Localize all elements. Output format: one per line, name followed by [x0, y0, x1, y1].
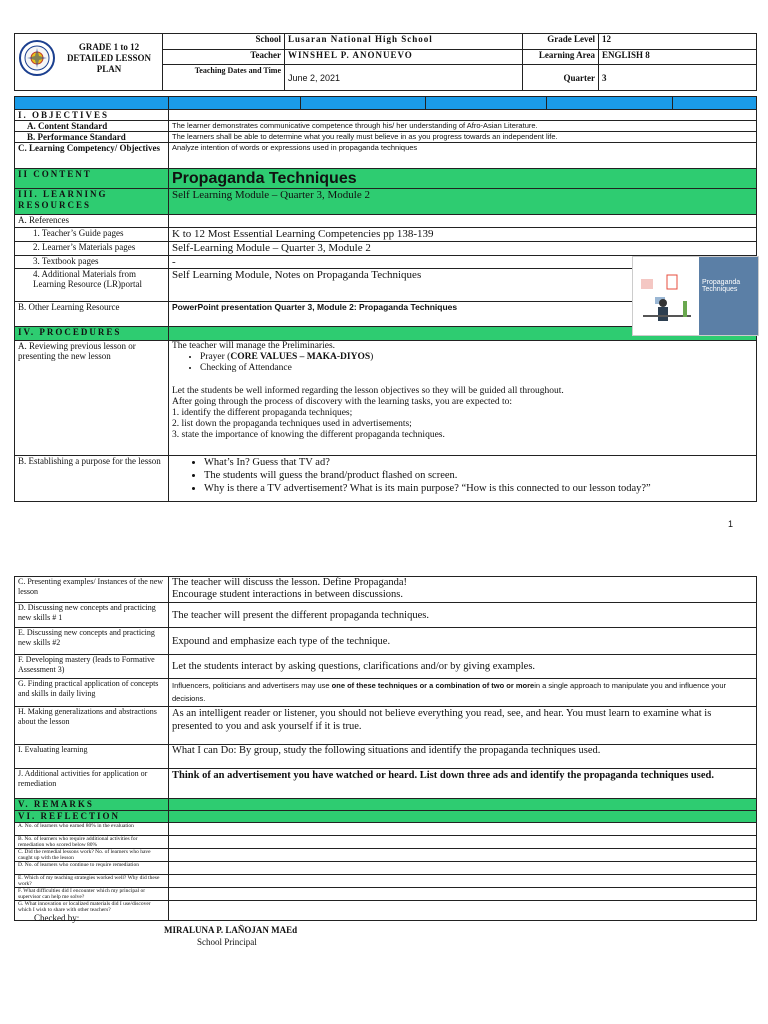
procJ-label: J. Additional activities for application or remediation [15, 769, 169, 799]
reflection-F: F. What difficulties did I encounter which my principal or supervisor can help me solve? [15, 888, 169, 901]
reflection-B: B. No. of learners who require additional activities for remediation who scored below 80% [15, 836, 169, 849]
procF-label: F. Developing mastery (leads to Formative Assessment 3) [15, 655, 169, 679]
ref1-label: 1. Teacher’s Guide pages [15, 228, 169, 242]
procA-bullet-prayer: • Prayer (CORE VALUES – MAKA-DIYOS) [200, 352, 753, 363]
teacher-label: Teacher [163, 50, 285, 65]
resources-heading: III. LEARNING RESOURCES [15, 189, 169, 215]
header-logo-cell [15, 34, 163, 91]
grade-level-label: Grade Level [523, 34, 599, 50]
other-resource-label: B. Other Learning Resource [15, 302, 169, 327]
procH-label: H. Making generalizations and abstractions about the lesson [15, 707, 169, 745]
reflection-C: C. Did the remedial lessons work? No. of learners who have caught up with the lesson [15, 849, 169, 862]
blue-band-left [15, 97, 169, 110]
content-heading: II CONTENT [15, 169, 169, 189]
dates-label: Teaching Dates and Time [163, 65, 285, 91]
procD-label: D. Discussing new concepts and practicing new skills # 1 [15, 603, 169, 628]
thumbnail-title: Propaganda Techniques [699, 257, 758, 335]
procD-text: The teacher will present the different propaganda techniques. [169, 603, 757, 628]
school-label: School [163, 34, 285, 50]
ref2-text: Self-Learning Module – Quarter 3, Module 2 [169, 242, 757, 256]
procB-cell [169, 456, 757, 502]
procA-p3: 1. identify the different propaganda techniques; [172, 408, 353, 418]
school-value: Lusaran National High School [285, 34, 523, 50]
procB-item-1: • The students will guess the brand/product flashed on screen. [204, 469, 753, 482]
procE-text: Expound and emphasize each type of the technique. [169, 628, 757, 655]
learning-area-label: Learning Area [523, 50, 599, 65]
references-label: A. References [15, 215, 169, 228]
grade-level-value: 12 [599, 34, 757, 50]
quarter-label: Quarter [523, 65, 599, 91]
page2-table [14, 576, 757, 921]
procH-text: As an intelligent reader or listener, you should not believe everything you read, see, and hear. You must learn to examine what is presented to you and ask yourself if it is true. [169, 707, 757, 745]
objectives-heading: I. OBJECTIVES [15, 110, 169, 121]
procI-text: What I can Do: By group, study the following situations and identify the propaganda techniques used. [169, 745, 757, 769]
competency-label: C. Learning Competency/ Objectives [15, 143, 169, 169]
principal-name: MIRALUNA P. LAÑOJAN MAEd [164, 925, 298, 935]
blue-band-right [169, 97, 757, 110]
ppt-thumbnail [632, 256, 759, 336]
procC-text: The teacher will discuss the lesson. Define Propaganda! Encourage student interactions in between discussions. [169, 577, 757, 603]
principal-title: School Principal [197, 937, 257, 947]
person-at-desk-icon [633, 257, 699, 335]
procA-intro: The teacher will manage the Preliminaries. [172, 341, 336, 351]
ref2-label: 2. Learner’s Materials pages [15, 242, 169, 256]
procA-p2: After going through the process of discovery with the learning tasks, you are expected to: [172, 397, 513, 407]
procA-p5: 3. state the importance of knowing the different propaganda techniques. [172, 430, 445, 440]
content-standard-text: The learner demonstrates communicative competence through his/ her understanding of Afro-Asian Literature. [169, 121, 757, 132]
learning-area-value: ENGLISH 8 [599, 50, 757, 65]
ref4-label: 4. Additional Materials from Learning Resource (LR)portal [15, 269, 169, 302]
procA-cell [169, 341, 757, 456]
ref4-text: Self Learning Module, Notes on Propaganda Techniques [169, 269, 757, 302]
performance-standard-label: B. Performance Standard [15, 132, 169, 143]
procE-label: E. Discussing new concepts and practicing new skills #2 [15, 628, 169, 655]
procC-label: C. Presenting examples/ Instances of the new lesson [15, 577, 169, 603]
ref1-text: K to 12 Most Essential Learning Competencies pp 138-139 [169, 228, 757, 242]
procF-text: Let the students interact by asking questions, clarifications and/or by giving examples. [169, 655, 757, 679]
competency-text: Analyze intention of words or expressions used in propaganda techniques [169, 143, 757, 169]
reflection-A: A. No. of learners who earned 80% in the evaluation [15, 823, 169, 836]
procG-text: Influencers, politicians and advertisers may use one of these techniques or a combination of two or morein a single approach to manipulate you and influence your decisions. [169, 679, 757, 707]
reflection-D: D. No. of learners who continue to require remediation [15, 862, 169, 875]
procB-label: B. Establishing a purpose for the lesson [15, 456, 169, 502]
procA-p4: 2. list down the propaganda techniques used in advertisements; [172, 419, 412, 429]
reflection-E: E. Which of my teaching strategies worked well? Why did these work? [15, 875, 169, 888]
dates-value: June 2, 2021 [285, 65, 523, 91]
content-standard-label: A. Content Standard [15, 121, 169, 132]
procI-label: I. Evaluating learning [15, 745, 169, 769]
other-resource-text: PowerPoint presentation Quarter 3, Module 2: Propaganda Techniques [169, 302, 757, 327]
page-number: 1 [728, 519, 734, 529]
procedures-heading: IV. PROCEDURES [15, 327, 169, 341]
teacher-value: WINSHEL P. ANONUEVO [285, 50, 523, 65]
thumbnail-illustration [633, 257, 699, 335]
ref3-label: 3. Textbook pages [15, 256, 169, 269]
performance-standard-text: The learners shall be able to determine what you really must believe in as you progress towards an independent life. [169, 132, 757, 143]
procB-item-0: • What’s In? Guess that TV ad? [204, 456, 753, 469]
content-title: Propaganda Techniques [169, 169, 757, 189]
header-table [14, 33, 757, 91]
deped-seal-icon [19, 40, 55, 76]
remarks-heading: V. REMARKS [15, 799, 169, 811]
procA-label: A. Reviewing previous lesson or presenting the new lesson [15, 341, 169, 456]
ref3-text: - [169, 256, 757, 269]
plan-title: GRADE 1 to 12 DETAILED LESSON PLAN [66, 42, 152, 74]
procA-p1: Let the students be well informed regarding the lesson objectives so they will be guided all throughout. [172, 386, 564, 396]
quarter-value: 3 [599, 65, 757, 91]
procB-item-2: • Why is there a TV advertisement? What is its main purpose? “How is this connected to our lesson today?” [204, 482, 753, 495]
checked-by: Checked by: [34, 913, 80, 923]
procG-label: G. Finding practical application of concepts and skills in daily living [15, 679, 169, 707]
resources-value: Self Learning Module – Quarter 3, Module 2 [169, 189, 757, 215]
procJ-text: Think of an advertisement you have watched or heard. List down three ads and identify the propaganda techniques used. [169, 769, 757, 799]
reflection-G: G. What innovation or localized materials did I use/discover which I wish to share with other teachers? [15, 901, 169, 921]
reflection-heading: VI. REFLECTION [15, 811, 169, 823]
procA-bullet-attendance: • Checking of Attendance [200, 363, 753, 374]
